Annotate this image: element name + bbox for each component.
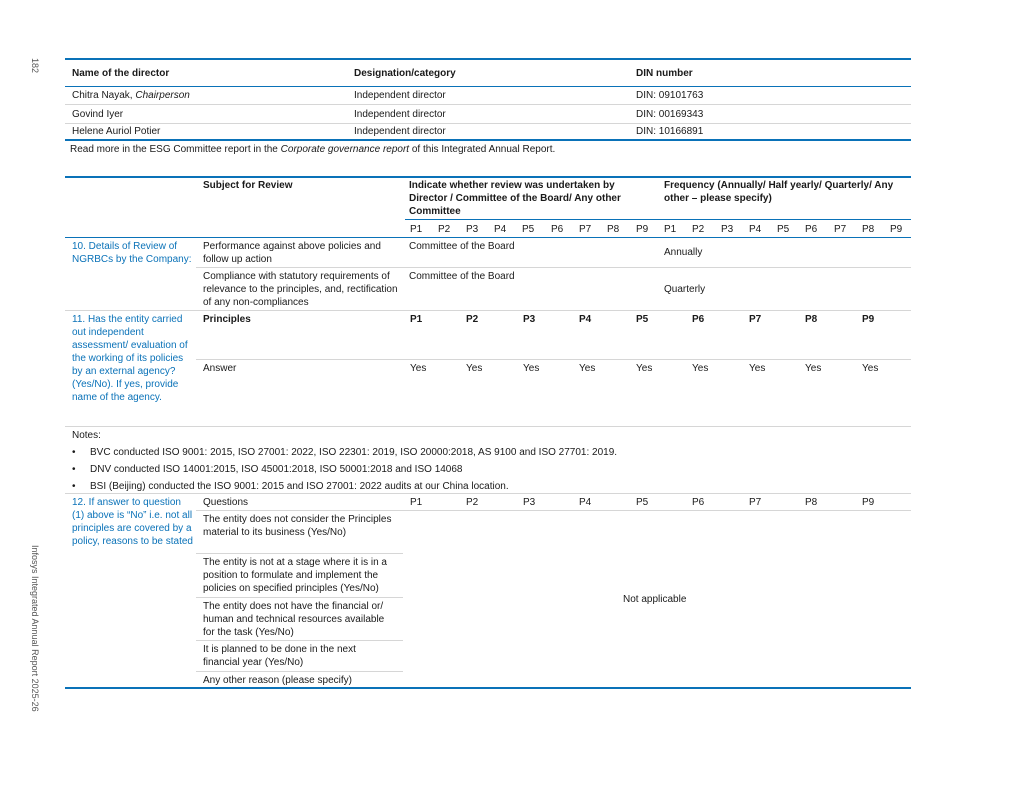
principle-label: P3 (523, 314, 536, 325)
table-bottom-rule (65, 139, 911, 141)
q11-label: 11. Has the entity carried out independent assessment/ evaluation of the working of its policies by an external agency? (Yes/No). If yes, provide name of the agency. (72, 314, 188, 403)
principle-label: P4 (579, 314, 592, 325)
q10-subject-2: Compliance with statutory requirements of relevance to the principles, and, rectification of any non-compliances (203, 271, 398, 308)
q11-principles-label: Principles (203, 314, 251, 325)
row-divider (65, 493, 911, 494)
answer-cell: Yes (579, 363, 596, 374)
header-indicate: Indicate whether review was undertaken by Director / Committee of the Board/ Any other Committee (409, 180, 621, 217)
q12-answer: Not applicable (623, 594, 687, 605)
row-divider (196, 640, 403, 641)
header-subject: Subject for Review (203, 180, 293, 191)
q12-question-2: The entity is not at a stage where it is in a position to formulate and implement the policies on specified principles (Yes/No) (203, 557, 387, 594)
director-din: DIN: 09101763 (636, 90, 704, 101)
answer-cell: Yes (692, 363, 709, 374)
answer-cell: Yes (523, 363, 540, 374)
row-divider (65, 426, 911, 427)
principle-label: P4 (579, 497, 592, 508)
row-divider (196, 267, 911, 268)
p-label: P1 (410, 224, 423, 235)
p-label: P2 (438, 224, 451, 235)
report-title-vertical: Infosys Integrated Annual Report 2025-26 (30, 545, 40, 712)
header-din: DIN number (636, 68, 693, 79)
header-rule (65, 86, 911, 87)
principle-label: P7 (749, 497, 762, 508)
q12-question-5: Any other reason (please specify) (203, 675, 352, 686)
p-label: P6 (805, 224, 818, 235)
p-label: P5 (522, 224, 535, 235)
row-divider (65, 310, 911, 311)
list-item: • DNV conducted ISO 14001:2015, ISO 45001:2018, ISO 50001:2018 and ISO 14068 (72, 461, 617, 478)
principle-label: P3 (523, 497, 536, 508)
row-divider (196, 510, 911, 511)
subheader-rule (405, 219, 911, 220)
table-top-rule (65, 58, 911, 60)
director-designation: Independent director (354, 126, 446, 137)
p-label: P1 (664, 224, 677, 235)
header-frequency: Frequency (Annually/ Half yearly/ Quarterly/ Any other – please specify) (664, 180, 894, 204)
director-designation: Independent director (354, 109, 446, 120)
answer-cell: Yes (410, 363, 427, 374)
director-name: Chitra Nayak, Chairperson (72, 90, 190, 101)
p-label: P9 (890, 224, 903, 235)
principle-label: P9 (862, 497, 875, 508)
p-label: P8 (862, 224, 875, 235)
table-top-rule (65, 176, 911, 178)
principle-label: P7 (749, 314, 762, 325)
director-din: DIN: 10166891 (636, 126, 704, 137)
row-divider (196, 359, 911, 360)
q11-answer-label: Answer (203, 363, 237, 374)
principle-label: P5 (636, 314, 649, 325)
principle-label: P2 (466, 497, 479, 508)
answer-cell: Yes (862, 363, 879, 374)
read-more-text: Read more in the ESG Committee report in the Corporate governance report of this Integrated Annual Report. (70, 144, 556, 155)
p-label: P7 (579, 224, 592, 235)
principle-label: P1 (410, 314, 423, 325)
row-divider (65, 123, 911, 124)
p-label: P7 (834, 224, 847, 235)
director-name: Govind Iyer (72, 109, 124, 120)
p-label: P3 (466, 224, 479, 235)
director-designation: Independent director (354, 90, 446, 101)
p-label: P8 (607, 224, 620, 235)
director-name: Helene Auriol Potier (72, 126, 161, 137)
row-divider (196, 671, 403, 672)
q10-frequency-1: Annually (664, 247, 703, 258)
row-divider (196, 597, 403, 598)
row-divider (65, 104, 911, 105)
principle-label: P1 (410, 497, 423, 508)
q10-reviewed-by-1: Committee of the Board (409, 241, 515, 252)
p-label: P9 (636, 224, 649, 235)
row-divider (196, 553, 403, 554)
principle-label: P8 (805, 497, 818, 508)
q10-subject-1: Performance against above policies and follow up action (203, 241, 381, 265)
p-label: P2 (692, 224, 705, 235)
answer-cell: Yes (749, 363, 766, 374)
q10-label: 10. Details of Review of NGRBCs by the Company: (72, 241, 192, 265)
q12-question-1: The entity does not consider the Principles material to its business (Yes/No) (203, 514, 392, 538)
p-label: P5 (777, 224, 790, 235)
p-label: P3 (721, 224, 734, 235)
q12-label: 12. If answer to question (1) above is “No” i.e. not all principles are covered by a policy, reasons to be stated (72, 497, 193, 547)
principle-label: P9 (862, 314, 875, 325)
header-name: Name of the director (72, 68, 170, 79)
principle-label: P8 (805, 314, 818, 325)
principle-label: P6 (692, 314, 705, 325)
table-bottom-rule (65, 687, 911, 689)
principle-label: P2 (466, 314, 479, 325)
answer-cell: Yes (805, 363, 822, 374)
header-designation: Designation/category (354, 68, 456, 79)
principle-label: P5 (636, 497, 649, 508)
q10-frequency-2: Quarterly (664, 284, 706, 295)
header-rule (65, 237, 911, 238)
p-label: P4 (494, 224, 507, 235)
answer-cell: Yes (466, 363, 483, 374)
director-din: DIN: 00169343 (636, 109, 704, 120)
p-label: P6 (551, 224, 564, 235)
principle-label: P6 (692, 497, 705, 508)
list-item: • BSI (Beijing) conducted the ISO 9001: 2015 and ISO 27001: 2022 audits at our China location. (72, 478, 617, 495)
p-label: P4 (749, 224, 762, 235)
notes-title: Notes: (72, 430, 101, 441)
list-item: • BVC conducted ISO 9001: 2015, ISO 27001: 2022, ISO 22301: 2019, ISO 20000:2018, AS 9100 and ISO 27701: 2019. (72, 444, 617, 461)
q12-question-4: It is planned to be done in the next financial year (Yes/No) (203, 644, 356, 668)
q10-reviewed-by-2: Committee of the Board (409, 271, 515, 282)
answer-cell: Yes (636, 363, 653, 374)
q12-questions-label: Questions (203, 497, 249, 508)
q12-question-3: The entity does not have the financial or/ human and technical resources available for the task (Yes/No) (203, 601, 385, 638)
notes-list (72, 444, 617, 495)
page-number: 182 (30, 58, 40, 74)
